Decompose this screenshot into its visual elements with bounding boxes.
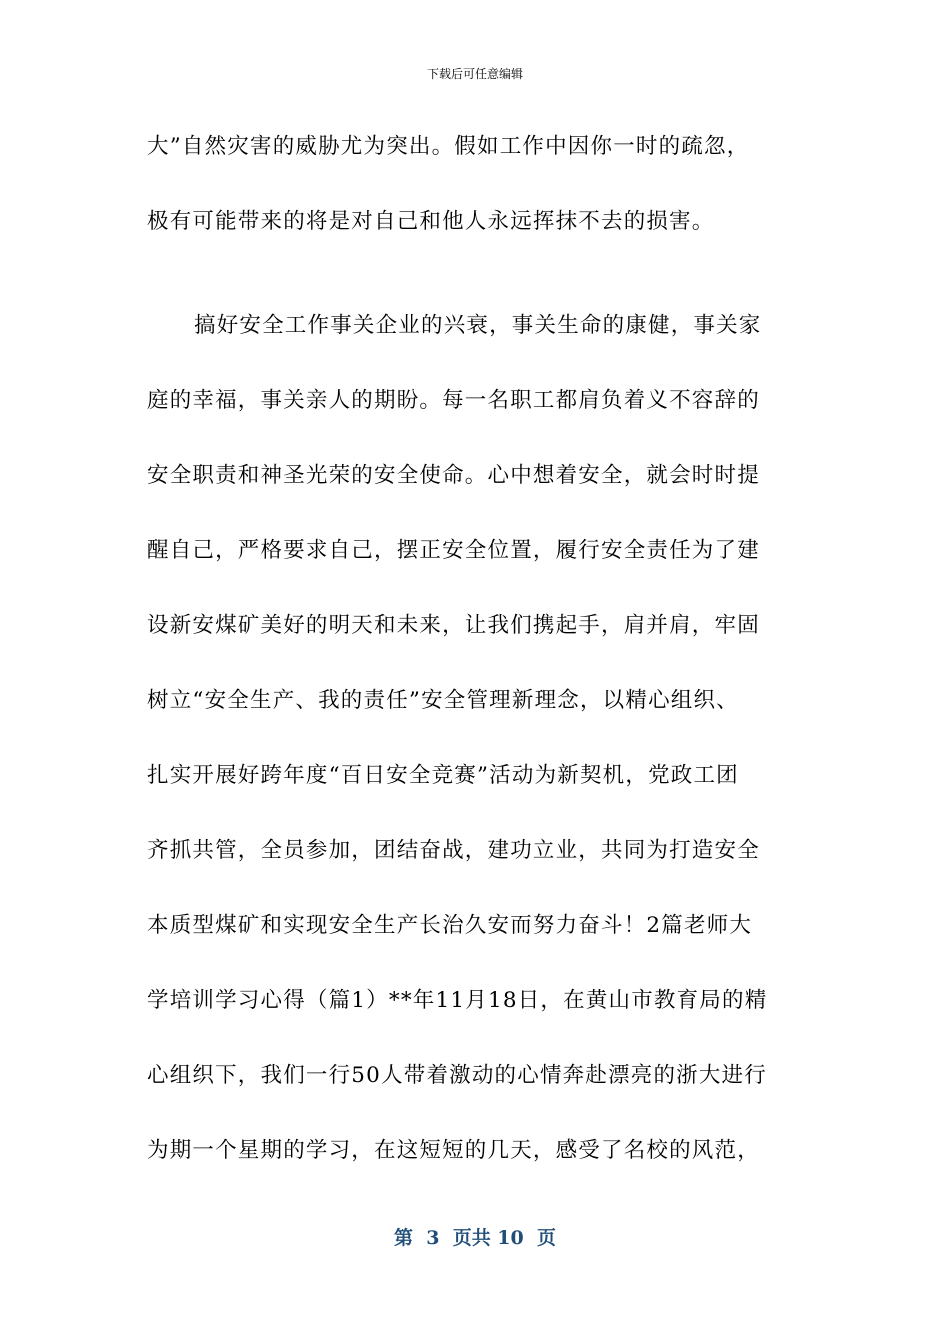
text-line: 树立“安全生产、我的责任”安全管理新理念，以精心组织、 xyxy=(147,688,739,713)
page-header-note: 下载后可任意编辑 xyxy=(426,67,523,81)
text-line: 极有可能带来的将是对自己和他人永远挥抹不去的损害。 xyxy=(147,209,715,234)
text-line: 为期一个星期的学习，在这短短的几天，感受了名校的风范， xyxy=(147,1138,760,1163)
text-line: 学培训学习心得（篇1）**年11月18日，在黄山市教育局的精 xyxy=(147,988,768,1013)
text-line: 扎实开展好跨年度“百日安全竞赛”活动为新契机，党政工团 xyxy=(147,763,739,788)
text-line: 大”自然灾害的威胁尤为突出。假如工作中因你一时的疏忽， xyxy=(147,134,750,159)
document-body xyxy=(147,124,803,1203)
text-line: 安全职责和神圣光荣的安全使命。心中想着安全，就会时时提 xyxy=(147,463,760,488)
paragraph-first-line: 搞好安全工作事关企业的兴衰，事关生命的康健，事关家 xyxy=(194,313,762,338)
page-number-footer: 第 3 页共 10 页 xyxy=(394,1227,556,1249)
text-line: 设新安煤矿美好的明天和未来，让我们携起手，肩并肩，牢固 xyxy=(147,613,760,638)
text-line: 齐抓共管，全员参加，团结奋战，建功立业，共同为打造安全 xyxy=(147,838,760,863)
text-line: 心组织下，我们一行50人带着激动的心情奔赴漂亮的浙大进行 xyxy=(147,1063,767,1088)
text-line: 醒自己，严格要求自己，摆正安全位置，履行安全责任为了建 xyxy=(147,538,760,563)
text-line: 本质型煤矿和实现安全生产长治久安而努力奋斗！2篇老师大 xyxy=(147,913,753,938)
text-line: 庭的幸福，事关亲人的期盼。每一名职工都肩负着义不容辞的 xyxy=(147,388,760,413)
